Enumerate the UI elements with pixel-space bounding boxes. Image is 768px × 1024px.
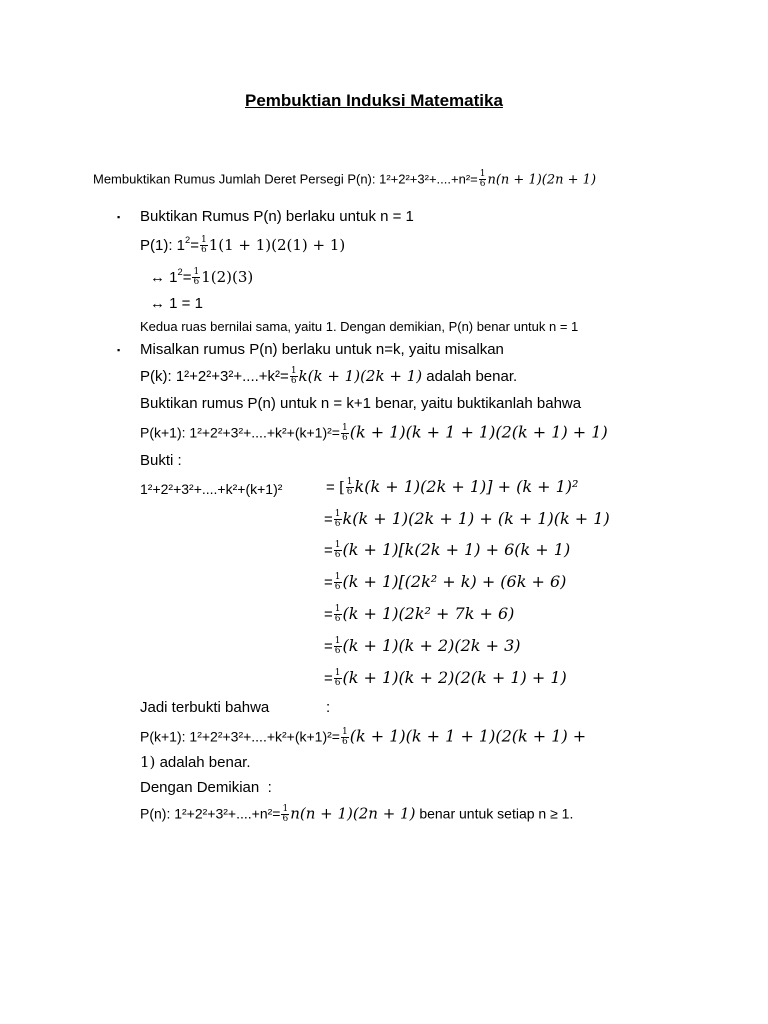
intro-fraction: $\frac{1}{6}$: [479, 169, 486, 190]
p1-line: P(1): $1^2=$ $\frac{1}{6}$ 1(1 + 1)(2(1) + 1): [140, 234, 346, 256]
derivation-expression: (k + 1)[k(2k + 1) + 6(k + 1): [342, 539, 571, 559]
bukti-lhs: 1²+2²+3²+....+k²+(k+1)²: [140, 481, 283, 497]
final-line-cont: 1) adalah benar.: [140, 753, 251, 771]
step1-heading: Buktikan Rumus P(n) berlaku untuk n = 1: [140, 208, 414, 225]
intro-expression: n(n + 1)(2n + 1): [487, 172, 597, 188]
pk1-line: P(k+1): 1²+2²+3²+....+k²+(k+1)²= $\frac{1}{6}$ (k + 1)(k + 1 + 1)(2(k + 1) + 1): [140, 422, 608, 444]
derivation-row: = $\frac{1}{6}$ k(k + 1)(2k + 1) + (k + 1)(k + 1): [324, 508, 610, 530]
bukti-label: Bukti :: [140, 452, 182, 469]
bullet-icon: ▪: [117, 212, 121, 222]
derivation-expression: k(k + 1)(2k + 1) + (k + 1)(k + 1): [342, 508, 610, 528]
step2-heading: Misalkan rumus P(n) berlaku untuk n=k, yaitu misalkan: [140, 341, 504, 358]
derivation-expression: (k + 1)(k + 2)(2(k + 1) + 1): [342, 667, 567, 687]
equiv-line-2: ↔ 1 = 1: [150, 295, 203, 312]
intro-line: [93, 170, 596, 190]
p1-expression: 1(1 + 1)(2(1) + 1): [208, 235, 346, 254]
pk-line: P(k): 1²+2²+3²+....+k²= $\frac{1}{6}$ k(k + 1)(2k + 1) adalah benar.: [140, 366, 518, 387]
derivation-row: = [ $\frac{1}{6}$ k(k + 1)(2k + 1)] + (k + 1)²: [326, 476, 579, 498]
derivation-row: = $\frac{1}{6}$ (k + 1)(2k² + 7k + 6): [324, 603, 515, 625]
page-title: Pembuktian Induksi Matematika: [245, 91, 503, 110]
derivation-row: = $\frac{1}{6}$ (k + 1)(k + 2)(2k + 3): [324, 635, 521, 657]
jadi-colon: :: [326, 699, 331, 716]
equiv-arrow-icon: ↔: [150, 268, 165, 286]
intro-text: Membuktikan Rumus Jumlah Deret Persegi P(n): 1²+2²+3²+....+n²=: [93, 171, 478, 187]
derivation-expression: (k + 1)[(2k² + k) + (6k + 6): [342, 571, 567, 591]
equiv-arrow-icon: ↔: [150, 295, 165, 312]
derivation-expression: (k + 1)(2k² + 7k + 6): [342, 603, 515, 623]
derivation-expression: (k + 1)(k + 2)(2k + 3): [342, 635, 521, 655]
demikian-label: Dengan Demikian :: [140, 779, 272, 796]
derivation-row: = $\frac{1}{6}$ (k + 1)(k + 2)(2(k + 1) + 1): [324, 667, 567, 689]
step1-conclusion: Kedua ruas bernilai sama, yaitu 1. Dengan demikian, P(n) benar untuk n = 1: [140, 319, 579, 334]
bullet-icon: ▪: [117, 345, 121, 355]
pn-line: P(n): 1²+2²+3²+....+n²= $\frac{1}{6}$ n(n + 1)(2n + 1) benar untuk setiap n ≥ 1.: [140, 804, 574, 825]
equiv-line-1: ↔ $1^2=$ $\frac{1}{6}$ 1(2)(3): [150, 266, 254, 288]
derivation-row: = $\frac{1}{6}$ (k + 1)[k(2k + 1) + 6(k + 1): [324, 539, 571, 561]
prove-text: Buktikan rumus P(n) untuk n = k+1 benar, yaitu buktikanlah bahwa: [140, 395, 582, 412]
derivation-row: = $\frac{1}{6}$ (k + 1)[(2k² + k) + (6k + 6): [324, 571, 567, 593]
final-line: P(k+1): 1²+2²+3²+....+k²+(k+1)²= $\frac{1}{6}$ (k + 1)(k + 1 + 1)(2(k + 1) +: [140, 726, 587, 748]
jadi-label: Jadi terbukti bahwa: [140, 699, 270, 716]
derivation-expression: k(k + 1)(2k + 1)] + (k + 1)²: [354, 476, 579, 496]
